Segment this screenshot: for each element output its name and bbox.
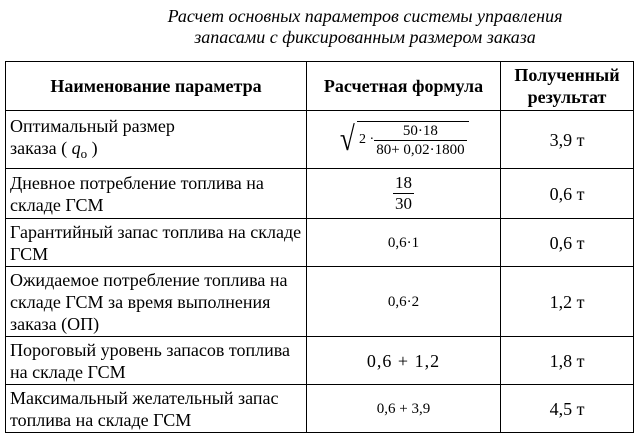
document-title — [0, 6, 640, 48]
row-name-line1: Оптимальный размер — [10, 115, 175, 136]
row-result-cell: 1,8 т — [501, 337, 634, 385]
sqrt-symbol: √ — [340, 120, 356, 158]
table-row — [6, 111, 634, 169]
row-name-cell: Гарантийный запас топлива на складе ГСМ — [6, 219, 307, 267]
row-formula-cell: 0,6 + 1,2 — [307, 337, 501, 385]
paren-close: ) — [91, 137, 98, 158]
row-name-cell: Максимальный желательный запас топлива на складе ГСМ — [6, 385, 307, 433]
sqrt-formula — [338, 121, 468, 159]
parameters-table — [5, 61, 634, 433]
table-row — [6, 169, 634, 219]
table-header-row — [6, 62, 634, 111]
header-formula: Расчетная формула — [307, 62, 501, 111]
row-formula-cell — [307, 169, 501, 219]
row-formula-cell — [307, 111, 501, 169]
row-result-cell: 3,9 т — [501, 111, 634, 169]
row-name-cell: Пороговый уровень запасов топлива на складе ГСМ — [6, 337, 307, 385]
fraction-denominator: 80+ 0,02·1800 — [376, 141, 465, 158]
row-name-cell: Дневное потребление топлива на складе ГСМ — [6, 169, 307, 219]
row-formula-cell: 0,6 + 3,9 — [307, 385, 501, 433]
row-formula-cell: 0,6·1 — [307, 219, 501, 267]
q-subscript: о — [80, 145, 88, 161]
row-result-cell: 1,2 т — [501, 267, 634, 337]
formula-fraction — [393, 173, 414, 214]
fraction-numerator: 18 — [395, 173, 412, 192]
q-symbol: q — [71, 137, 81, 158]
table-row — [6, 219, 634, 267]
fraction-numerator: 50·18 — [374, 122, 466, 141]
header-result: Полученный результат — [501, 62, 634, 111]
title-line-1: Расчет основных параметров системы управления — [167, 6, 563, 26]
row-name-line2: заказа ( — [10, 137, 68, 158]
table-row — [6, 267, 634, 337]
row-result-cell: 0,6 т — [501, 169, 634, 219]
header-name: Наименование параметра — [6, 62, 307, 111]
formula-coeff: 2 · — [359, 132, 375, 147]
row-result-cell: 0,6 т — [501, 219, 634, 267]
fraction-denominator: 30 — [395, 194, 412, 213]
title-line-2: запасами с фиксированным размером заказа — [194, 27, 536, 47]
row-name-cell — [6, 111, 307, 169]
row-result-cell: 4,5 т — [501, 385, 634, 433]
row-name-cell: Ожидаемое потребление топлива на складе ГСМ за время выполнения заказа (ОП) — [6, 267, 307, 337]
table-row — [6, 337, 634, 385]
row-formula-cell: 0,6·2 — [307, 267, 501, 337]
formula-fraction — [374, 122, 466, 159]
table-row — [6, 385, 634, 433]
